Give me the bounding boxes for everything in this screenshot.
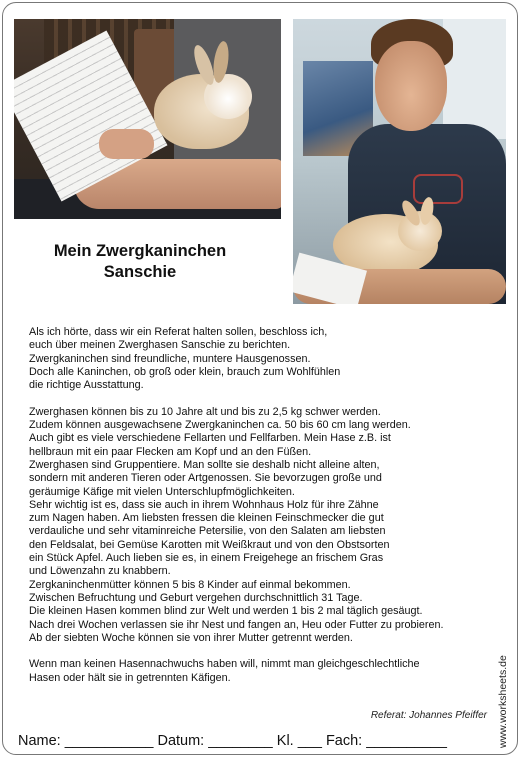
photo-rabbit-on-lap	[14, 19, 281, 219]
paragraph-conclusion: Wenn man keinen Hasennachwuchs haben will, nimmt man gleichgeschlechtliche Hasen oder hält sie in getrennten Käfigen.	[29, 658, 420, 684]
paragraph-facts: Zwerghasen können bis zu 10 Jahre alt und bis zu 2,5 kg schwer werden. Zudem können ausgewachsene Zwergkaninchen ca. 50 bis 60 cm lang werden. Auch gibt es viele verschiedene Fellarten und Fellfarben. Mein Hase z.B. ist hellbraun mit ein paar Flecken am Kopf und an den Füßen. Zwerghasen sind Gruppentiere. Man sollte sie deshalb nicht alleine alten, sondern mit anderen Tieren oder Artgenossen. Sie bevorzugen große und geräumige Käfige mit vielen Unterschlupfmöglichkeiten. Sehr wichtig ist es, dass sie auch in ihrem Wohnhaus Holz für ihre Zähne zum Nagen haben. Am liebsten fressen die kleinen Feinschmecker die gut verdauliche und sehr vitaminreiche Petersilie, von den Salaten am liebsten den Feldsalat, bei Gemüse Karotten mit Weißkraut und von den Obstsorten ein Stück Apfel. Auch lieben sie es, in einem Freigehege an frischem Gras und Löwenzahn zu knabbern. Zergkaninchenmütter können 5 bis 8 Kinder auf einmal bekommen. Zwischen Befruchtung und Geburt vergehen durchschnittlich 31 Tage. Die kleinen Hasen kommen blind zur Welt und werden 1 bis 2 mal täglich gesäugt. Nach drei Wochen verlassen sie ihr Nest und fangen an, Heu oder Futter zu probieren. Ab der siebten Woche können sie von ihrer Mutter getrennt werden.	[29, 405, 444, 644]
title-line-2: Sanschie	[103, 263, 177, 281]
website-watermark: www.worksheets.de	[497, 655, 509, 748]
photo-boy-reading-with-rabbit	[293, 19, 506, 304]
worksheet-footer-fields: Name: ___________ Datum: ________ Kl. ___ Fach: __________	[18, 733, 447, 749]
paragraph-intro: Als ich hörte, dass wir ein Referat halten sollen, beschloss ich, euch über meinen Zwerghasen Sanschie zu berichten. Zwergkaninchen sind freundliche, muntere Hausgenossen. Doch alle Kaninchen, ob groß oder klein, brauch zum Wohlfühlen die richtige Ausstattung.	[29, 326, 341, 392]
report-body	[29, 326, 499, 685]
page-title	[30, 241, 250, 283]
title-line-1: Mein Zwergkaninchen	[53, 242, 227, 260]
author-credit: Referat: Johannes Pfeiffer	[370, 710, 487, 721]
